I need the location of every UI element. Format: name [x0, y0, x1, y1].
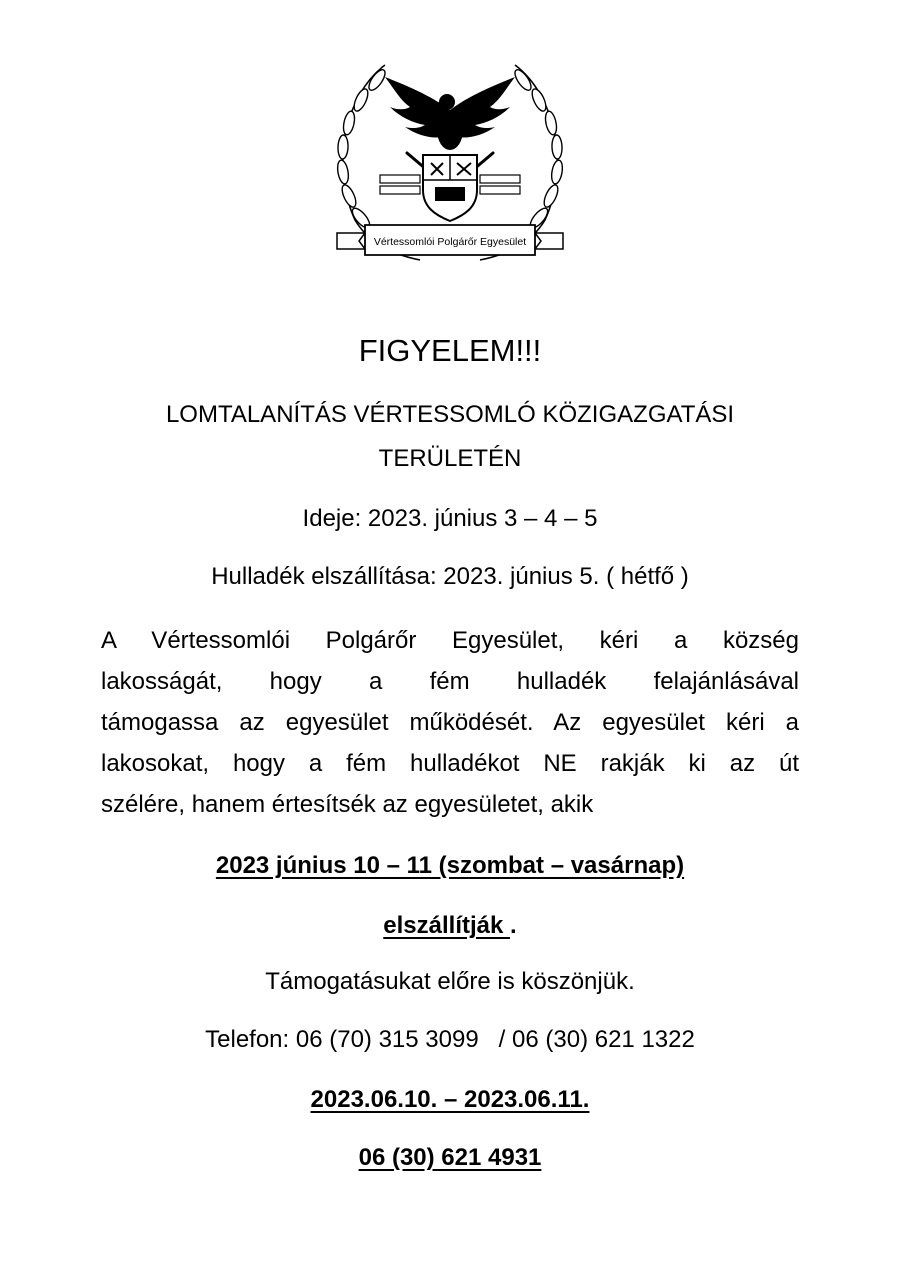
event-date-line: Ideje: 2023. június 3 – 4 – 5 [302, 505, 598, 532]
subheading-line-2: TERÜLETÉN [378, 445, 522, 472]
paragraph-line: lakosságát, hogy a fém hulladék felajánlásával [101, 668, 799, 695]
page-title: FIGYELEM!!! [358, 333, 542, 368]
paragraph-line: támogassa az egyesület működését. Az egyesület kéri a [101, 709, 799, 736]
extra-phone-line [0, 1144, 900, 1172]
date-range: 2023.06.10. – 2023.06.11. [310, 1086, 590, 1113]
polgaror-emblem-logo [325, 55, 575, 270]
phone-line [0, 1026, 900, 1054]
phone-numbers: Telefon: 06 (70) 315 3099 / 06 (30) 621 1322 [205, 1026, 695, 1053]
logo-ribbon-text: Vértessomlói Polgárőr Egyesület [373, 236, 527, 248]
extra-phone-number: 06 (30) 621 4931 [358, 1144, 542, 1171]
thanks-line: Támogatásukat előre is köszönjük. [265, 968, 635, 995]
collection-dates: 2023 június 10 – 11 (szombat – vasárnap) [215, 852, 685, 879]
paragraph-line: szélére, hanem értesítsék az egyesületet, akik [101, 791, 594, 818]
collection-verb: elszállítják [383, 912, 511, 939]
subheading-line-1: LOMTALANÍTÁS VÉRTESSOMLÓ KÖZIGAZGATÁSI [165, 401, 735, 428]
date-range-line [0, 1086, 900, 1114]
collection-dot: . [510, 912, 517, 939]
paragraph-line: A Vértessomlói Polgárőr Egyesület, kéri a község [101, 627, 799, 654]
collection-dates-line [0, 852, 900, 880]
waste-collection-date-line: Hulladék elszállítása: 2023. június 5. ( hétfő ) [211, 563, 689, 590]
collection-verb-line [0, 912, 900, 940]
announcement-paragraph [101, 620, 799, 825]
paragraph-line: lakosokat, hogy a fém hulladékot NE rakják ki az út [101, 750, 799, 777]
